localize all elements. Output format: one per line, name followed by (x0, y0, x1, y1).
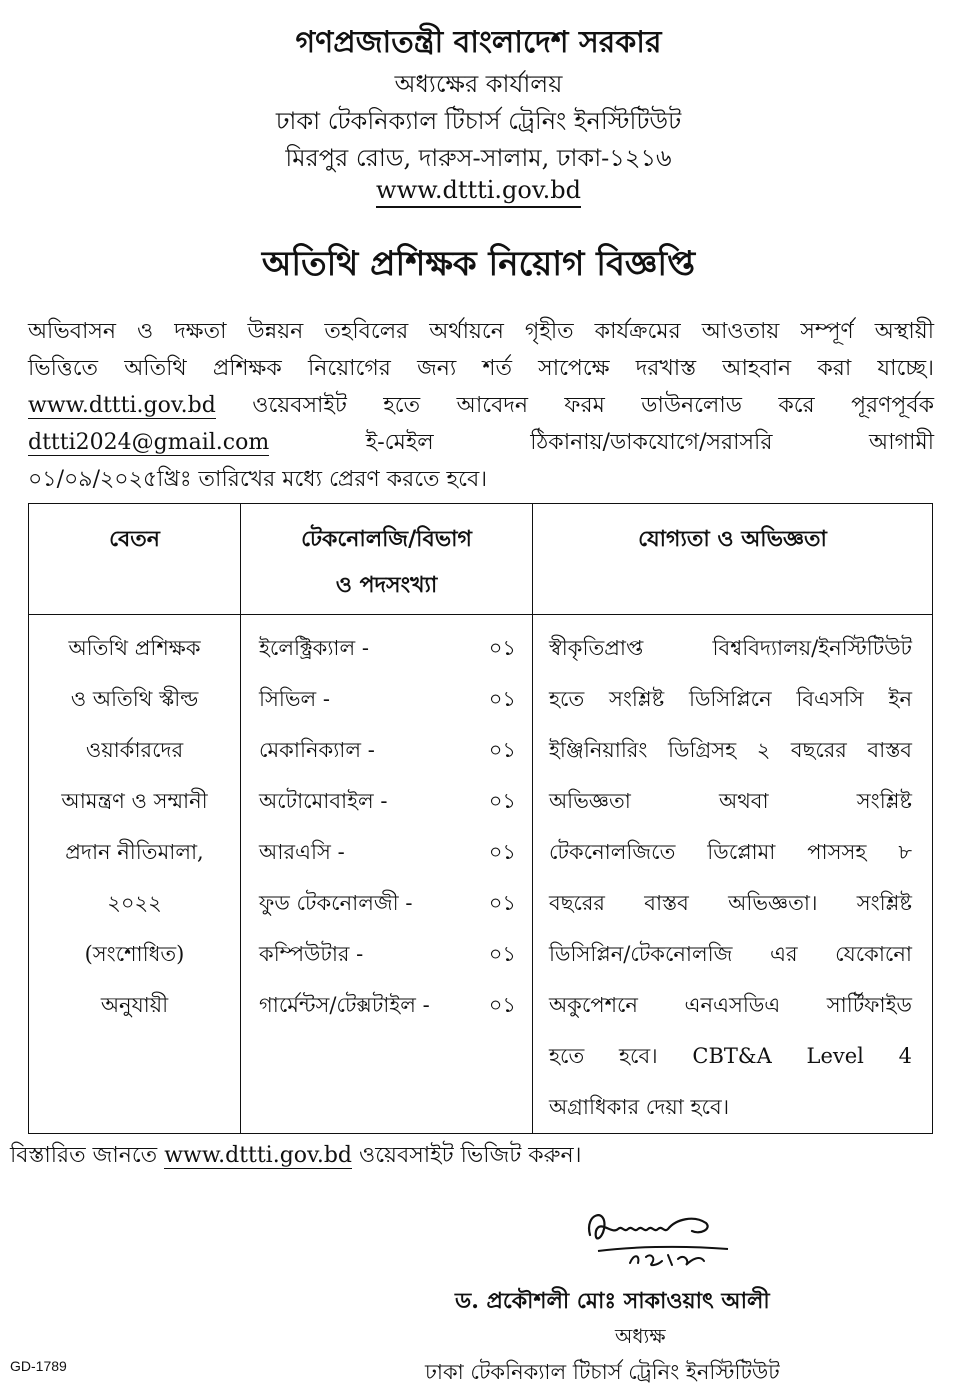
post-row (259, 980, 516, 1031)
post-name: অটোমোবাইল - (259, 789, 388, 813)
pay-line: অতিথি প্রশিক্ষক (68, 636, 201, 660)
more-info-link[interactable]: www.dttti.gov.bd (164, 1143, 353, 1168)
post-row (259, 623, 516, 674)
qualification-line: ডিসিপ্লিন/টেকনোলজি এর যেকোনো (549, 942, 912, 966)
intro-text: ওয়েবসাইট হতে আবেদন ফরম ডাউনলোড করে পূরণপূর্বক (252, 393, 934, 418)
signer-name: ড. প্রকৌশলী মোঃ সাকাওয়াৎ আলী (455, 1288, 770, 1314)
pay-line: ওয়ার্কারদের (85, 738, 184, 762)
post-row (259, 827, 516, 878)
qualification-line: অগ্রাধিকার দেয়া হবে। (549, 1095, 730, 1119)
post-name: ফুড টেকনোলজী - (259, 891, 413, 915)
signer-institute: ঢাকা টেকনিক্যাল টিচার্স ট্রেনিং ইনস্টিটিউট (425, 1360, 780, 1384)
website-link[interactable]: www.dttti.gov.bd (28, 393, 216, 418)
table-header-row (29, 504, 933, 615)
table-row (29, 615, 933, 1134)
intro-line (28, 424, 934, 461)
signer-designation: অধ্যক্ষ (615, 1324, 666, 1348)
post-count: ০১ (488, 636, 516, 660)
email-link[interactable]: dttti2024@gmail.com (28, 430, 270, 455)
header-website-link[interactable]: www.dttti.gov.bd (376, 176, 581, 208)
qualification-line: অকুপেশনে এনএসডিএ সার্টিফাইড (549, 993, 912, 1017)
pay-line: ও অতিথি স্কীল্ড (70, 687, 199, 711)
more-info-prefix: বিস্তারিত জানতে (10, 1143, 158, 1168)
qualification-line: হতে সংশ্লিষ্ট ডিসিপ্লিনে বিএসসি ইন (549, 687, 912, 711)
post-row (259, 878, 516, 929)
qualification-line: স্বীকৃতিপ্রাপ্ত বিশ্ববিদ্যালয়/ইনস্টিটিউট (549, 636, 912, 660)
pay-cell (29, 615, 241, 1134)
gd-number: GD-1789 (10, 1358, 67, 1374)
signature-image (568, 1205, 738, 1273)
header-pay: বেতন (29, 504, 241, 615)
qualification-line: বছরের বাস্তব অভিজ্ঞতা। সংশ্লিষ্ট (549, 891, 912, 915)
pay-line: ২০২২ (107, 891, 162, 915)
post-count: ০১ (488, 993, 516, 1017)
post-name: ইলেক্ট্রিক্যাল - (259, 636, 369, 660)
intro-text: ই-মেইল ঠিকানায়/ডাকযোগে/সরাসরি আগামী (365, 430, 934, 455)
header-qualification: যোগ্যতা ও অভিজ্ঞতা (533, 504, 933, 615)
qualification-line: ইঞ্জিনিয়ারিং ডিগ্রিসহ ২ বছরের বাস্তব (549, 738, 912, 762)
notice-title: অতিথি প্রশিক্ষক নিয়োগ বিজ্ঞপ্তি (261, 244, 696, 284)
post-row (259, 929, 516, 980)
pay-line: (সংশোধিত) (84, 942, 185, 966)
post-name: কম্পিউটার - (259, 942, 364, 966)
header-website (0, 176, 957, 204)
post-name: সিভিল - (259, 687, 330, 711)
post-row (259, 725, 516, 776)
post-name: মেকানিক্যাল - (259, 738, 375, 762)
pay-line: আমন্ত্রণ ও সম্মানী (61, 789, 208, 813)
post-count: ০১ (488, 687, 516, 711)
intro-line: ভিত্তিতে অতিথি প্রশিক্ষক নিয়োগের জন্য শর্ত সাপেক্ষে দরখাস্ত আহবান করা যাচ্ছে। (28, 356, 934, 381)
post-row (259, 674, 516, 725)
post-name: আরএসি - (259, 840, 345, 864)
post-count: ০১ (488, 738, 516, 762)
government-heading: গণপ্রজাতন্ত্রী বাংলাদেশ সরকার (295, 25, 662, 60)
more-info-suffix: ওয়েবসাইট ভিজিট করুন। (359, 1143, 582, 1168)
post-row (259, 776, 516, 827)
intro-line: ০১/০৯/২০২৫খ্রিঃ তারিখের মধ্যে প্রেরণ করতে হবে। (28, 467, 488, 492)
more-info-line (10, 1138, 582, 1175)
post-count: ০১ (488, 789, 516, 813)
qualification-line: টেকনোলজিতে ডিপ্লোমা পাসসহ ৮ (549, 840, 912, 864)
post-count: ০১ (488, 840, 516, 864)
vacancy-table (28, 503, 933, 1134)
institute-name: ঢাকা টেকনিক্যাল টিচার্স ট্রেনিং ইনস্টিটিউট (275, 107, 682, 135)
qualification-cell (533, 615, 933, 1134)
post-name: গার্মেন্টস/টেক্সটাইল - (259, 993, 430, 1017)
post-count: ০১ (488, 891, 516, 915)
qualification-line: হতে হবে। CBT&A Level 4 (549, 1044, 912, 1068)
intro-line: অভিবাসন ও দক্ষতা উন্নয়ন তহবিলের অর্থায়নে গৃহীত কার্যক্রমের আওতায় সম্পূর্ণ অস্থায়ী (28, 319, 934, 344)
posts-cell (241, 615, 533, 1134)
institute-address: মিরপুর রোড, দারুস-সালাম, ঢাকা-১২১৬ (285, 144, 672, 172)
header-technology: টেকনোলজি/বিভাগ ও পদসংখ্যা (241, 504, 533, 615)
post-count: ০১ (488, 942, 516, 966)
qualification-line: অভিজ্ঞতা অথবা সংশ্লিষ্ট (549, 789, 912, 813)
pay-line: অনুযায়ী (100, 993, 169, 1017)
office-name: অধ্যক্ষের কার্যালয় (394, 70, 563, 98)
intro-line (28, 387, 934, 424)
pay-line: প্রদান নীতিমালা, (65, 840, 204, 864)
intro-paragraph (28, 313, 934, 498)
